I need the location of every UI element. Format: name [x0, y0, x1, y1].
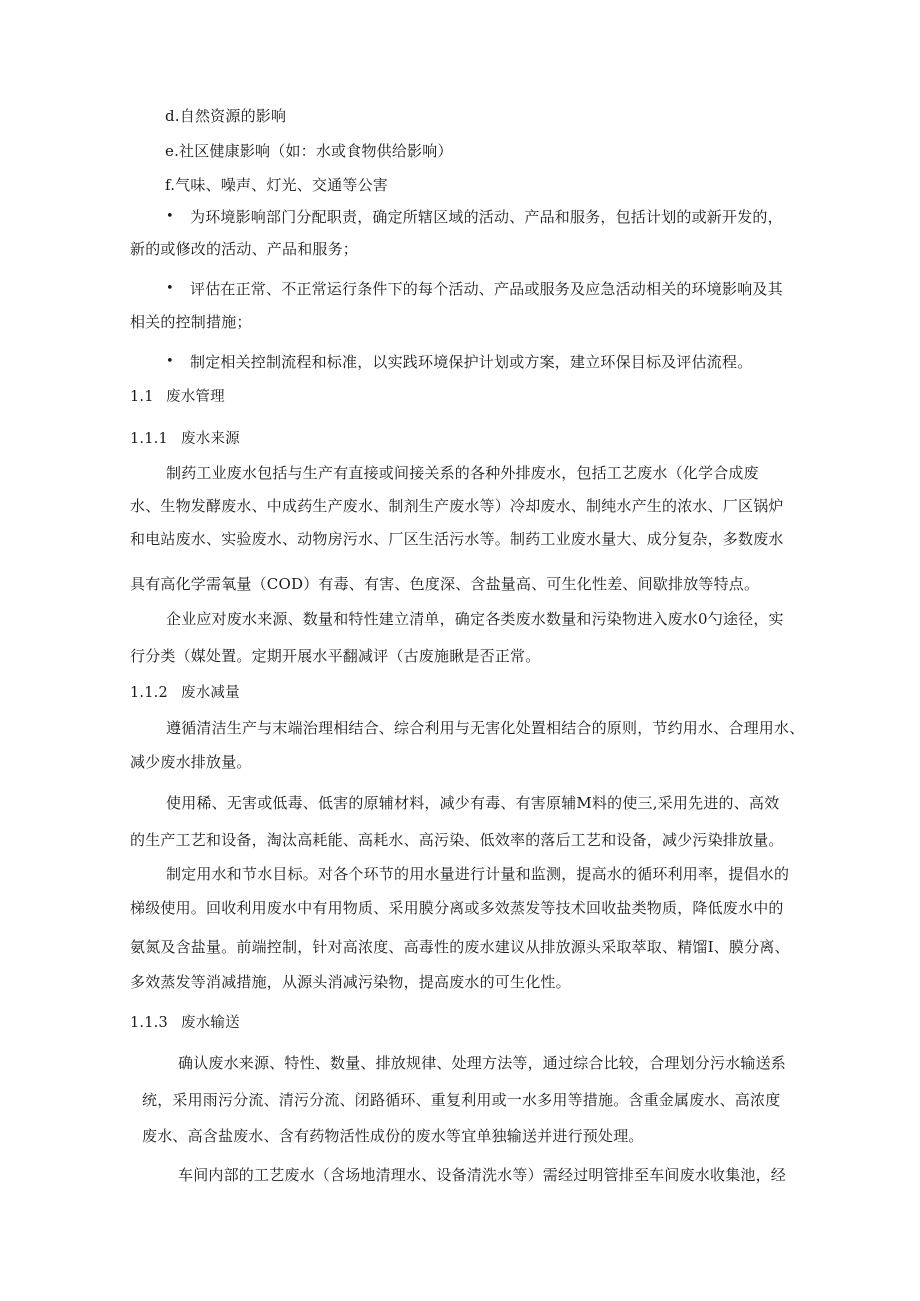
bullet-1-line-1: 为环境影响部门分配职责，确定所辖区域的活动、产品和服务，包括计划的或新开发的，: [190, 208, 783, 226]
paragraph-line: 具有高化学需氧量（COD）有毒、有害、色度深、含盐量高、可生化性差、间歇排放等特点。: [130, 575, 760, 593]
paragraph-line: 车间内部的工艺废水（含场地清理水、设备清洗水等）需经过明管排至车间废水收集池，经: [178, 1166, 787, 1184]
subsection-title: 废水输送: [181, 1015, 240, 1031]
paragraph-line: 遵循清洁生产与末端治理相结合、综合利用与无害化处置相结合的原则，节约用水、合理用水、: [166, 719, 805, 737]
paragraph-line: 行分类（媒处置。定期开展水平翻减评（古废施瞅是否正常。: [130, 647, 541, 665]
paragraph-line: 废水、高含盐废水、含有药物活性成份的废水等宜单独输送并进行预处理。: [142, 1127, 644, 1145]
paragraph-line: 氨氮及含盐量。前端控制，针对高浓度、高毒性的废水建议从排放源头采取萃取、精馏I、膜分离、: [130, 938, 790, 956]
bullet-icon: •: [166, 209, 174, 224]
paragraph-line: 统，采用雨污分流、清污分流、闭路循环、重复利用或一水多用等措施。含重金属废水、高浓度: [142, 1091, 781, 1109]
paragraph-line: 使用稀、无害或低毒、低害的原辅材料，减少有毒、有害原辅M料的使三,采用先进的、高效: [166, 794, 780, 812]
bullet-2-line-2: 相关的控制措施；: [130, 313, 252, 331]
paragraph-line: 水、生物发酵废水、中成药生产废水、制剂生产废水等）冷却废水、制纯水产生的浓水、厂区锅炉: [130, 497, 784, 515]
section-number: 1.1: [130, 389, 154, 405]
subsection-number: 1.1.1: [130, 431, 168, 447]
paragraph-line: 减少废水排放量。: [130, 753, 252, 771]
bullet-1-line-2: 新的或修改的活动、产品和服务；: [130, 240, 359, 258]
paragraph-line: 确认废水来源、特性、数量、排放规律、处理方法等，通过综合比较，合理划分污水输送系: [178, 1054, 787, 1072]
subsection-title: 废水减量: [181, 685, 240, 701]
subsection-number: 1.1.2: [130, 685, 168, 701]
paragraph-line: 梯级使用。回收利用废水中有用物质、采用膜分离或多效蒸发等技术回收盐类物质，降低废水中的: [130, 899, 784, 917]
list-item-d: d.自然资源的影响: [165, 107, 287, 125]
bullet-3-line-1: 制定相关控制流程和标准，以实践环境保护计划或方案，建立环保目标及评估流程。: [190, 353, 753, 371]
bullet-icon: •: [166, 281, 174, 296]
subsection-title: 废水来源: [181, 431, 240, 447]
section-title: 废水管理: [166, 389, 225, 405]
bullet-icon: •: [166, 354, 174, 369]
paragraph-line: 制定用水和节水目标。对各个环节的用水量进行计量和监测，提高水的循环利用率，提倡水的: [166, 865, 790, 883]
bullet-2-line-1: 评估在正常、不正常运行条件下的每个活动、产品或服务及应急活动相关的环境影响及其: [190, 280, 783, 298]
subsection-number: 1.1.3: [130, 1015, 168, 1031]
paragraph-line: 的生产工艺和设备，淘汰高耗能、高耗水、高污染、低效率的落后工艺和设备，减少污染排放量。: [130, 831, 784, 849]
paragraph-line: 企业应对废水来源、数量和特性建立清单，确定各类废水数量和污染物进入废水0勺途径，实: [166, 610, 784, 628]
paragraph-line: 和电站废水、实验废水、动物房污水、厂区生活污水等。制药工业废水量大、成分复杂，多数废水: [130, 530, 784, 548]
paragraph-line: 制药工业废水包括与生产有直接或间接关系的各种外排废水，包括工艺废水（化学合成废: [166, 464, 759, 482]
list-item-e: e.社区健康影响（如：水或食物供给影响）: [165, 142, 453, 160]
list-item-f: f.气味、噪声、灯光、交通等公害: [165, 176, 388, 194]
paragraph-line: 多效蒸发等消减措施，从源头消减污染物，提高废水的可生化性。: [130, 973, 571, 991]
